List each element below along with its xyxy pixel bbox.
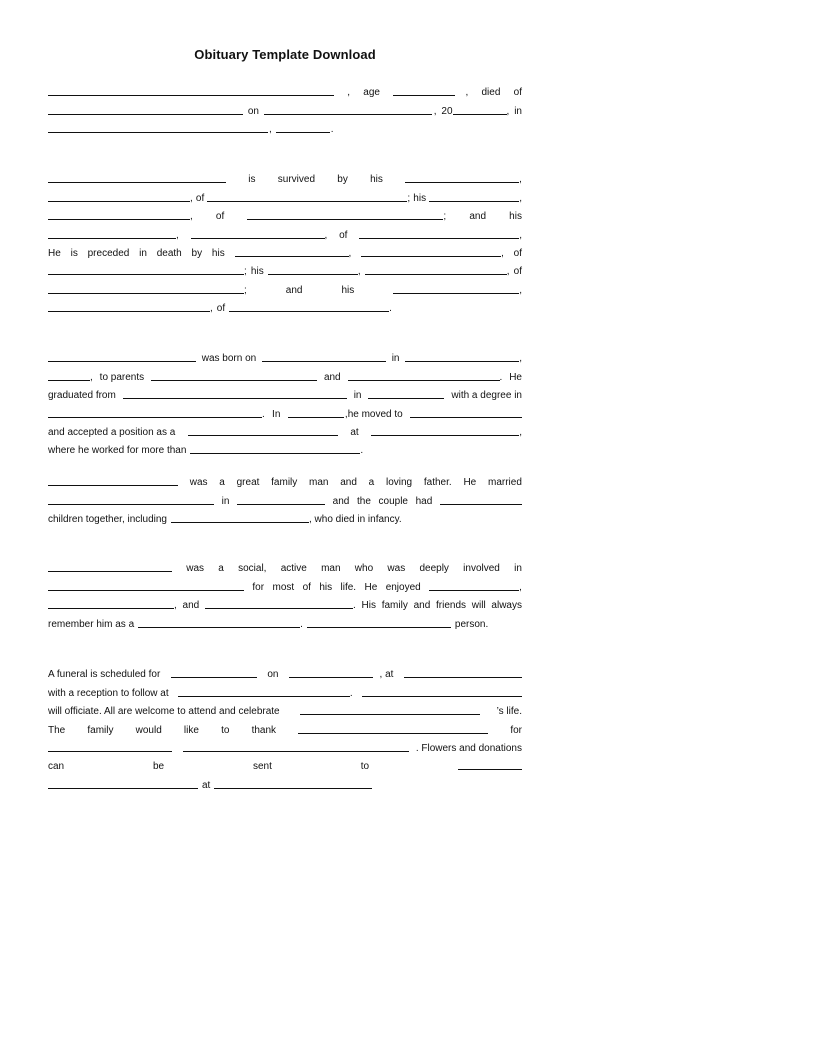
text-fragment: a bbox=[368, 477, 375, 489]
text-fragment: couple bbox=[378, 495, 408, 507]
text-fragment: and bbox=[285, 284, 303, 296]
text-line bbox=[48, 680, 522, 698]
text-fragment: of bbox=[513, 87, 522, 99]
text-fragment bbox=[405, 174, 522, 185]
text-fragment: ; bbox=[407, 192, 411, 204]
fill-in-blank[interactable] bbox=[262, 361, 386, 362]
fill-in-blank[interactable] bbox=[410, 417, 522, 418]
text-fragment: . bbox=[360, 445, 364, 457]
text-fragment bbox=[441, 106, 509, 117]
text-fragment: most bbox=[272, 581, 295, 593]
text-fragment bbox=[205, 600, 356, 611]
text-fragment: family bbox=[271, 477, 298, 489]
fill-in-blank[interactable] bbox=[188, 435, 338, 436]
text-fragment: always bbox=[491, 600, 522, 612]
text-fragment: graduated from bbox=[48, 390, 116, 402]
text-fragment bbox=[235, 248, 352, 259]
text-fragment: active bbox=[280, 563, 307, 575]
fill-in-blank[interactable] bbox=[48, 504, 214, 505]
text-fragment bbox=[365, 266, 510, 277]
text-fragment: of bbox=[339, 229, 348, 241]
document-title: Obituary Template Download bbox=[194, 47, 376, 62]
fill-in-blank[interactable] bbox=[48, 788, 198, 789]
text-fragment bbox=[405, 353, 522, 364]
fill-in-blank[interactable] bbox=[48, 201, 190, 202]
fill-in-blank[interactable] bbox=[268, 274, 358, 275]
fill-in-blank[interactable] bbox=[183, 751, 409, 752]
text-fragment: . bbox=[330, 124, 334, 136]
text-fragment: . Flowers and donations bbox=[415, 742, 522, 754]
text-fragment bbox=[48, 193, 193, 204]
fill-in-blank[interactable] bbox=[171, 522, 309, 523]
text-fragment: his bbox=[370, 174, 383, 186]
text-fragment: , at bbox=[379, 669, 394, 681]
year-blank[interactable] bbox=[453, 114, 507, 115]
text-fragment: death bbox=[156, 247, 182, 259]
text-fragment: , bbox=[465, 87, 469, 99]
fill-in-blank[interactable] bbox=[48, 417, 262, 418]
text-fragment: deeply bbox=[419, 563, 449, 575]
text-fragment: remember him as a bbox=[48, 618, 135, 630]
text-fragment bbox=[48, 230, 179, 241]
text-fragment: , bbox=[519, 353, 522, 365]
text-fragment bbox=[348, 372, 503, 383]
text-fragment: , bbox=[324, 229, 328, 241]
paragraph-death-info bbox=[48, 80, 522, 135]
fill-in-blank[interactable] bbox=[405, 182, 519, 183]
text-line bbox=[48, 277, 522, 295]
text-line bbox=[48, 611, 522, 629]
text-line bbox=[48, 507, 522, 525]
text-fragment: had bbox=[415, 495, 433, 507]
text-fragment: and bbox=[332, 495, 350, 507]
fill-in-blank[interactable] bbox=[458, 769, 522, 770]
text-fragment: of bbox=[302, 581, 311, 593]
text-fragment bbox=[361, 248, 504, 259]
text-fragment: preceded bbox=[87, 247, 130, 259]
text-fragment: , bbox=[90, 371, 93, 383]
fill-in-blank[interactable] bbox=[138, 627, 300, 628]
text-fragment: married bbox=[487, 477, 522, 489]
text-age: age bbox=[363, 87, 380, 99]
fill-in-blank[interactable] bbox=[405, 361, 519, 362]
name-blank[interactable] bbox=[48, 95, 334, 96]
text-fragment: , bbox=[506, 266, 510, 278]
text-fragment: . bbox=[389, 303, 392, 315]
fill-in-blank[interactable] bbox=[359, 238, 519, 239]
text-fragment: , bbox=[519, 426, 522, 438]
fill-in-blank[interactable] bbox=[151, 380, 317, 381]
text-line bbox=[48, 241, 522, 259]
text-fragment: involved bbox=[463, 563, 500, 575]
fill-in-blank[interactable] bbox=[48, 571, 172, 572]
fill-in-blank[interactable] bbox=[48, 751, 172, 752]
fill-in-blank[interactable] bbox=[393, 293, 519, 294]
text-fragment bbox=[371, 427, 522, 438]
text-fragment bbox=[393, 285, 522, 296]
text-fragment: to bbox=[221, 724, 230, 736]
fill-in-blank[interactable] bbox=[48, 485, 178, 486]
text-fragment: will bbox=[471, 600, 486, 612]
text-line bbox=[48, 717, 522, 735]
text-fragment: died bbox=[481, 87, 501, 99]
text-fragment: in bbox=[139, 247, 147, 259]
text-line bbox=[48, 259, 522, 277]
text-fragment: , bbox=[190, 192, 193, 204]
text-fragment: , bbox=[174, 600, 177, 612]
text-fragment: , bbox=[519, 284, 522, 296]
text-fragment: family bbox=[381, 600, 408, 612]
text-fragment: , bbox=[519, 229, 522, 241]
text-fragment: was born on bbox=[201, 353, 257, 365]
text-fragment: person. bbox=[454, 618, 489, 630]
text-fragment: of bbox=[513, 266, 522, 278]
text-fragment: of bbox=[216, 303, 226, 315]
fill-in-blank[interactable] bbox=[300, 714, 480, 715]
text-fragment: who bbox=[354, 563, 374, 575]
fill-in-blank[interactable] bbox=[171, 677, 257, 678]
fill-in-blank[interactable] bbox=[247, 219, 443, 220]
fill-in-blank[interactable] bbox=[429, 201, 519, 202]
text-fragment: and bbox=[323, 371, 341, 383]
text-fragment: . bbox=[352, 600, 356, 612]
text-fragment: , who died in infancy. bbox=[308, 514, 402, 526]
text-fragment: loving bbox=[385, 477, 413, 489]
text-fragment: at bbox=[350, 426, 359, 438]
fill-in-blank[interactable] bbox=[362, 696, 522, 697]
text-fragment: with a reception to follow at bbox=[48, 687, 169, 699]
state-blank[interactable] bbox=[276, 132, 330, 133]
text-line bbox=[48, 662, 522, 680]
text-fragment: his bbox=[250, 266, 264, 278]
text-fragment: is bbox=[70, 247, 78, 259]
text-fragment: his bbox=[413, 192, 427, 204]
text-fragment: a bbox=[219, 477, 225, 489]
text-fragment: on bbox=[267, 669, 279, 681]
text-line bbox=[48, 772, 522, 790]
text-fragment: of bbox=[215, 211, 225, 223]
text-fragment bbox=[429, 582, 522, 593]
text-fragment bbox=[229, 303, 392, 314]
fill-in-blank[interactable] bbox=[205, 608, 353, 609]
text-fragment: , bbox=[501, 247, 504, 259]
text-line bbox=[48, 346, 522, 364]
text-fragment: his bbox=[319, 581, 333, 593]
fill-in-blank[interactable] bbox=[371, 435, 519, 436]
fill-in-blank[interactable] bbox=[48, 380, 90, 381]
text-fragment: in bbox=[514, 563, 522, 575]
text-fragment: ; bbox=[244, 266, 247, 278]
fill-in-blank[interactable] bbox=[48, 274, 244, 275]
text-fragment bbox=[48, 303, 213, 314]
text-fragment: and bbox=[182, 600, 200, 612]
text-fragment: , bbox=[433, 105, 437, 117]
text-fragment: like bbox=[183, 724, 199, 736]
text-fragment: is bbox=[248, 174, 256, 186]
fill-in-blank[interactable] bbox=[48, 238, 176, 239]
text-fragment: his bbox=[509, 211, 522, 223]
text-fragment: ; bbox=[443, 211, 447, 223]
text-fragment: by bbox=[337, 174, 348, 186]
text-fragment: in bbox=[353, 390, 362, 402]
text-fragment: his bbox=[341, 284, 355, 296]
text-fragment: of bbox=[195, 192, 205, 204]
text-fragment: enjoyed bbox=[385, 581, 421, 593]
text-fragment: in bbox=[221, 495, 230, 507]
text-line bbox=[48, 574, 522, 592]
text-fragment: ’s life. bbox=[496, 706, 522, 718]
text-fragment: , bbox=[269, 124, 272, 136]
fill-in-blank[interactable] bbox=[48, 361, 196, 362]
text-fragment: , bbox=[176, 229, 179, 241]
text-fragment bbox=[48, 372, 93, 383]
text-line bbox=[48, 556, 522, 574]
text-fragment: life. bbox=[340, 581, 357, 593]
text-fragment: and bbox=[413, 600, 431, 612]
text-line bbox=[48, 736, 522, 754]
text-fragment: was bbox=[186, 563, 205, 575]
text-fragment: by bbox=[191, 247, 203, 259]
text-fragment bbox=[48, 266, 247, 277]
text-fragment: the bbox=[356, 495, 371, 507]
text-fragment: will officiate. All are welcome to attend and celebrate bbox=[48, 706, 280, 718]
text-fragment: and bbox=[340, 477, 357, 489]
text-fragment: , bbox=[506, 105, 510, 117]
text-fragment bbox=[48, 211, 193, 222]
fill-in-blank[interactable] bbox=[288, 417, 344, 418]
text-fragment bbox=[48, 285, 247, 296]
fill-in-blank[interactable] bbox=[429, 590, 519, 591]
text-fragment: friends bbox=[436, 600, 467, 612]
text-fragment bbox=[178, 688, 353, 699]
text-fragment bbox=[359, 230, 522, 241]
fill-in-blank[interactable] bbox=[404, 677, 522, 678]
text-fragment: , bbox=[519, 174, 522, 186]
fill-in-blank[interactable] bbox=[190, 453, 360, 454]
text-fragment: ; bbox=[244, 284, 247, 296]
text-fragment: social, bbox=[238, 563, 267, 575]
text-line bbox=[48, 470, 522, 488]
text-fragment: for bbox=[252, 581, 265, 593]
text-fragment: His bbox=[361, 600, 376, 612]
text-fragment: for bbox=[510, 724, 522, 736]
fill-in-blank[interactable] bbox=[298, 733, 488, 734]
text-fragment: . bbox=[499, 371, 503, 383]
text-fragment bbox=[190, 445, 363, 456]
text-fragment: of bbox=[513, 247, 522, 259]
fill-in-blank[interactable] bbox=[123, 398, 347, 399]
date-blank[interactable] bbox=[264, 114, 432, 115]
fill-in-blank[interactable] bbox=[440, 504, 522, 505]
text-fragment: 20 bbox=[441, 105, 453, 117]
text-line bbox=[48, 438, 522, 456]
text-fragment: would bbox=[135, 724, 162, 736]
text-fragment: He bbox=[509, 371, 522, 383]
text-fragment: In bbox=[272, 408, 281, 420]
text-fragment: father. bbox=[423, 477, 452, 489]
text-fragment: He bbox=[364, 581, 378, 593]
text-fragment bbox=[207, 193, 410, 204]
text-fragment: He bbox=[463, 477, 477, 489]
fill-in-blank[interactable] bbox=[48, 182, 226, 183]
fill-in-blank[interactable] bbox=[235, 256, 349, 257]
fill-in-blank[interactable] bbox=[348, 380, 500, 381]
text-fragment bbox=[48, 600, 177, 611]
fill-in-blank[interactable] bbox=[229, 311, 389, 312]
place-blank[interactable] bbox=[48, 114, 243, 115]
text-line bbox=[48, 754, 522, 772]
text-fragment: , bbox=[210, 303, 213, 315]
text-line bbox=[48, 699, 522, 717]
fill-in-blank[interactable] bbox=[48, 590, 244, 591]
text-fragment: was bbox=[387, 563, 406, 575]
fill-in-blank[interactable] bbox=[48, 311, 210, 312]
text-fragment: was bbox=[189, 477, 208, 489]
text-fragment: be bbox=[153, 761, 165, 773]
fill-in-blank[interactable] bbox=[361, 256, 501, 257]
age-blank[interactable] bbox=[393, 95, 455, 96]
text-fragment: in bbox=[391, 353, 400, 365]
text-fragment bbox=[268, 266, 361, 277]
paragraph-family bbox=[48, 470, 522, 525]
fill-in-blank[interactable] bbox=[368, 398, 444, 399]
text-line bbox=[48, 117, 522, 135]
paragraph-interests bbox=[48, 556, 522, 630]
text-fragment: where he worked for more than bbox=[48, 445, 187, 457]
text-line bbox=[48, 383, 522, 401]
text-fragment: The bbox=[48, 724, 66, 736]
fill-in-blank[interactable] bbox=[48, 219, 190, 220]
text-fragment: . bbox=[349, 687, 353, 699]
fill-in-blank[interactable] bbox=[289, 677, 373, 678]
text-fragment: at bbox=[202, 779, 211, 791]
text-fragment: . bbox=[262, 408, 265, 420]
text-line bbox=[48, 296, 522, 314]
fill-in-blank[interactable] bbox=[237, 504, 325, 505]
text-line bbox=[48, 420, 522, 438]
text-line bbox=[48, 167, 522, 185]
text-fragment: and bbox=[469, 211, 487, 223]
text-fragment: to parents bbox=[99, 371, 145, 383]
text-fragment: , bbox=[347, 87, 351, 99]
text-fragment: on bbox=[247, 105, 259, 117]
paragraph-early-life bbox=[48, 346, 522, 456]
paragraph-survived-by bbox=[48, 167, 522, 314]
text-fragment: . bbox=[300, 618, 303, 630]
text-fragment: man bbox=[309, 477, 329, 489]
text-fragment: thank bbox=[251, 724, 277, 736]
fill-in-blank[interactable] bbox=[191, 238, 325, 239]
text-line bbox=[48, 488, 522, 506]
text-fragment bbox=[138, 619, 303, 630]
text-fragment: , bbox=[357, 266, 361, 278]
text-fragment: can bbox=[48, 761, 65, 773]
text-fragment: , bbox=[519, 581, 522, 593]
text-fragment: and accepted a position as a bbox=[48, 426, 176, 438]
text-fragment: great bbox=[236, 477, 260, 489]
text-fragment: to bbox=[360, 761, 370, 773]
text-fragment: with a degree in bbox=[451, 390, 522, 402]
city-blank[interactable] bbox=[48, 132, 268, 133]
text-fragment: , bbox=[519, 192, 522, 204]
text-fragment bbox=[48, 409, 265, 420]
fill-in-blank[interactable] bbox=[307, 627, 451, 628]
text-fragment: , bbox=[348, 247, 352, 259]
text-fragment: , bbox=[190, 211, 193, 223]
text-fragment: sent bbox=[253, 761, 272, 773]
text-fragment: A funeral is scheduled for bbox=[48, 669, 161, 681]
text-line bbox=[48, 593, 522, 611]
text-fragment: survived bbox=[277, 174, 316, 186]
text-fragment: his bbox=[211, 247, 225, 259]
text-fragment: man bbox=[321, 563, 341, 575]
text-fragment: ,he moved to bbox=[344, 408, 403, 420]
text-fragment: He bbox=[48, 247, 61, 259]
fill-in-blank[interactable] bbox=[48, 608, 174, 609]
text-fragment: in bbox=[514, 105, 522, 117]
fill-in-blank[interactable] bbox=[178, 696, 350, 697]
text-fragment: family bbox=[87, 724, 114, 736]
text-fragment: children together, including bbox=[48, 514, 167, 526]
text-line bbox=[48, 364, 522, 382]
fill-in-blank[interactable] bbox=[207, 201, 407, 202]
text-fragment bbox=[247, 211, 446, 222]
text-fragment bbox=[429, 193, 522, 204]
text-line bbox=[48, 204, 522, 222]
text-fragment: a bbox=[218, 563, 224, 575]
paragraph-funeral bbox=[48, 662, 522, 791]
fill-in-blank[interactable] bbox=[48, 293, 244, 294]
fill-in-blank[interactable] bbox=[365, 274, 507, 275]
fill-in-blank[interactable] bbox=[214, 788, 372, 789]
text-line bbox=[48, 222, 522, 240]
text-fragment bbox=[191, 230, 328, 241]
text-line bbox=[48, 98, 522, 116]
text-line bbox=[48, 401, 522, 419]
text-line bbox=[48, 80, 522, 98]
text-line bbox=[48, 185, 522, 203]
